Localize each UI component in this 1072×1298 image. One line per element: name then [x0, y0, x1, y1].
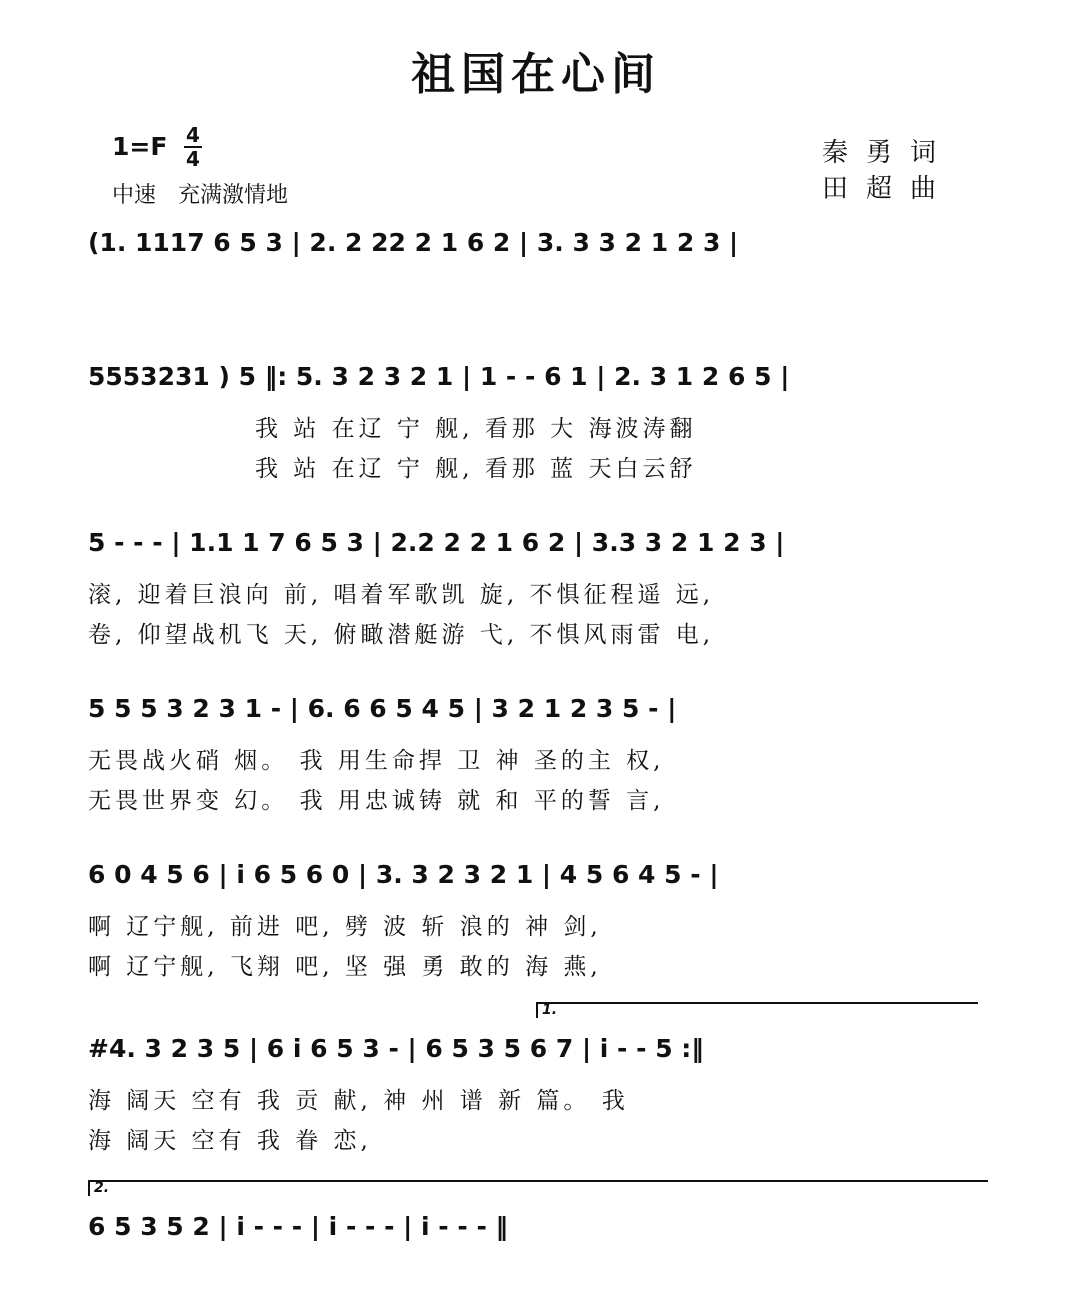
- lyrics-row-5-verse-2: 啊 辽宁舰, 飞翔 吧, 坚 强 勇 敢的 海 燕,: [88, 954, 602, 980]
- composer-credit: 田超曲: [822, 174, 955, 204]
- notation-row-2: 5553231 ) 5 ‖: 5. 3 2 3 2 1 | 1 - - 6 1 | 2. 3 1 2 6 5 |: [88, 362, 790, 391]
- first-ending-label: 1.: [542, 1002, 558, 1018]
- lyrics-row-6-verse-2: 海 阔天 空有 我 眷 恋,: [88, 1128, 372, 1154]
- notation-row-3: 5 - - - | 1.1 1 7 6 5 3 | 2.2 2 2 1 6 2 | 3.3 3 2 1 2 3 |: [88, 528, 785, 557]
- lyrics-row-2-verse-2: 我 站 在辽 宁 舰, 看那 蓝 天白云舒: [255, 456, 697, 482]
- lyrics-row-4-verse-2: 无畏世界变 幻。 我 用忠诚铸 就 和 平的誓 言,: [88, 788, 665, 814]
- lyrics-row-2-verse-1: 我 站 在辽 宁 舰, 看那 大 海波涛翻: [255, 416, 697, 442]
- lyricist-credit: 秦勇词: [822, 138, 955, 168]
- lyrics-row-4-verse-1: 无畏战火硝 烟。 我 用生命捍 卫 神 圣的主 权,: [88, 748, 665, 774]
- time-signature: [182, 124, 204, 170]
- song-title: 祖国在心间: [411, 49, 661, 100]
- meter-bottom: 4: [186, 147, 200, 171]
- notation-row-7: 6 5 3 5 2 | i - - - | i - - - | i - - - ‖: [88, 1212, 509, 1241]
- key-signature: 1=F: [112, 132, 168, 161]
- lyrics-row-3-verse-1: 滚, 迎着巨浪向 前, 唱着军歌凯 旋, 不惧征程遥 远,: [88, 582, 715, 608]
- tempo-marking: 中速 充满激情地: [112, 183, 289, 208]
- second-ending-bracket: [88, 1180, 988, 1196]
- lyrics-row-3-verse-2: 卷, 仰望战机飞 天, 俯瞰潜艇游 弋, 不惧风雨雷 电,: [88, 622, 715, 648]
- lyrics-row-5-verse-1: 啊 辽宁舰, 前进 吧, 劈 波 斩 浪的 神 剑,: [88, 914, 602, 940]
- notation-row-6: #4. 3 2 3 5 | 6 i 6 5 3 - | 6 5 3 5 6 7 | i - - 5 :‖: [88, 1034, 704, 1063]
- notation-row-5: 6 0 4 5 6 | i 6 5 6 0 | 3. 3 2 3 2 1 | 4 5 6 4 5 - |: [88, 860, 719, 889]
- notation-row-4: 5 5 5 3 2 3 1 - | 6. 6 6 5 4 5 | 3 2 1 2 3 5 - |: [88, 694, 677, 723]
- lyrics-row-6-verse-1: 海 阔天 空有 我 贡 献, 神 州 谱 新 篇。 我: [88, 1088, 629, 1114]
- second-ending-label: 2.: [94, 1180, 110, 1196]
- meter-top: 4: [186, 123, 200, 147]
- first-ending-bracket: [536, 1002, 978, 1018]
- notation-row-1: (1. 1117 6 5 3 | 2. 2 22 2 1 6 2 | 3. 3 3 2 1 2 3 |: [88, 228, 739, 257]
